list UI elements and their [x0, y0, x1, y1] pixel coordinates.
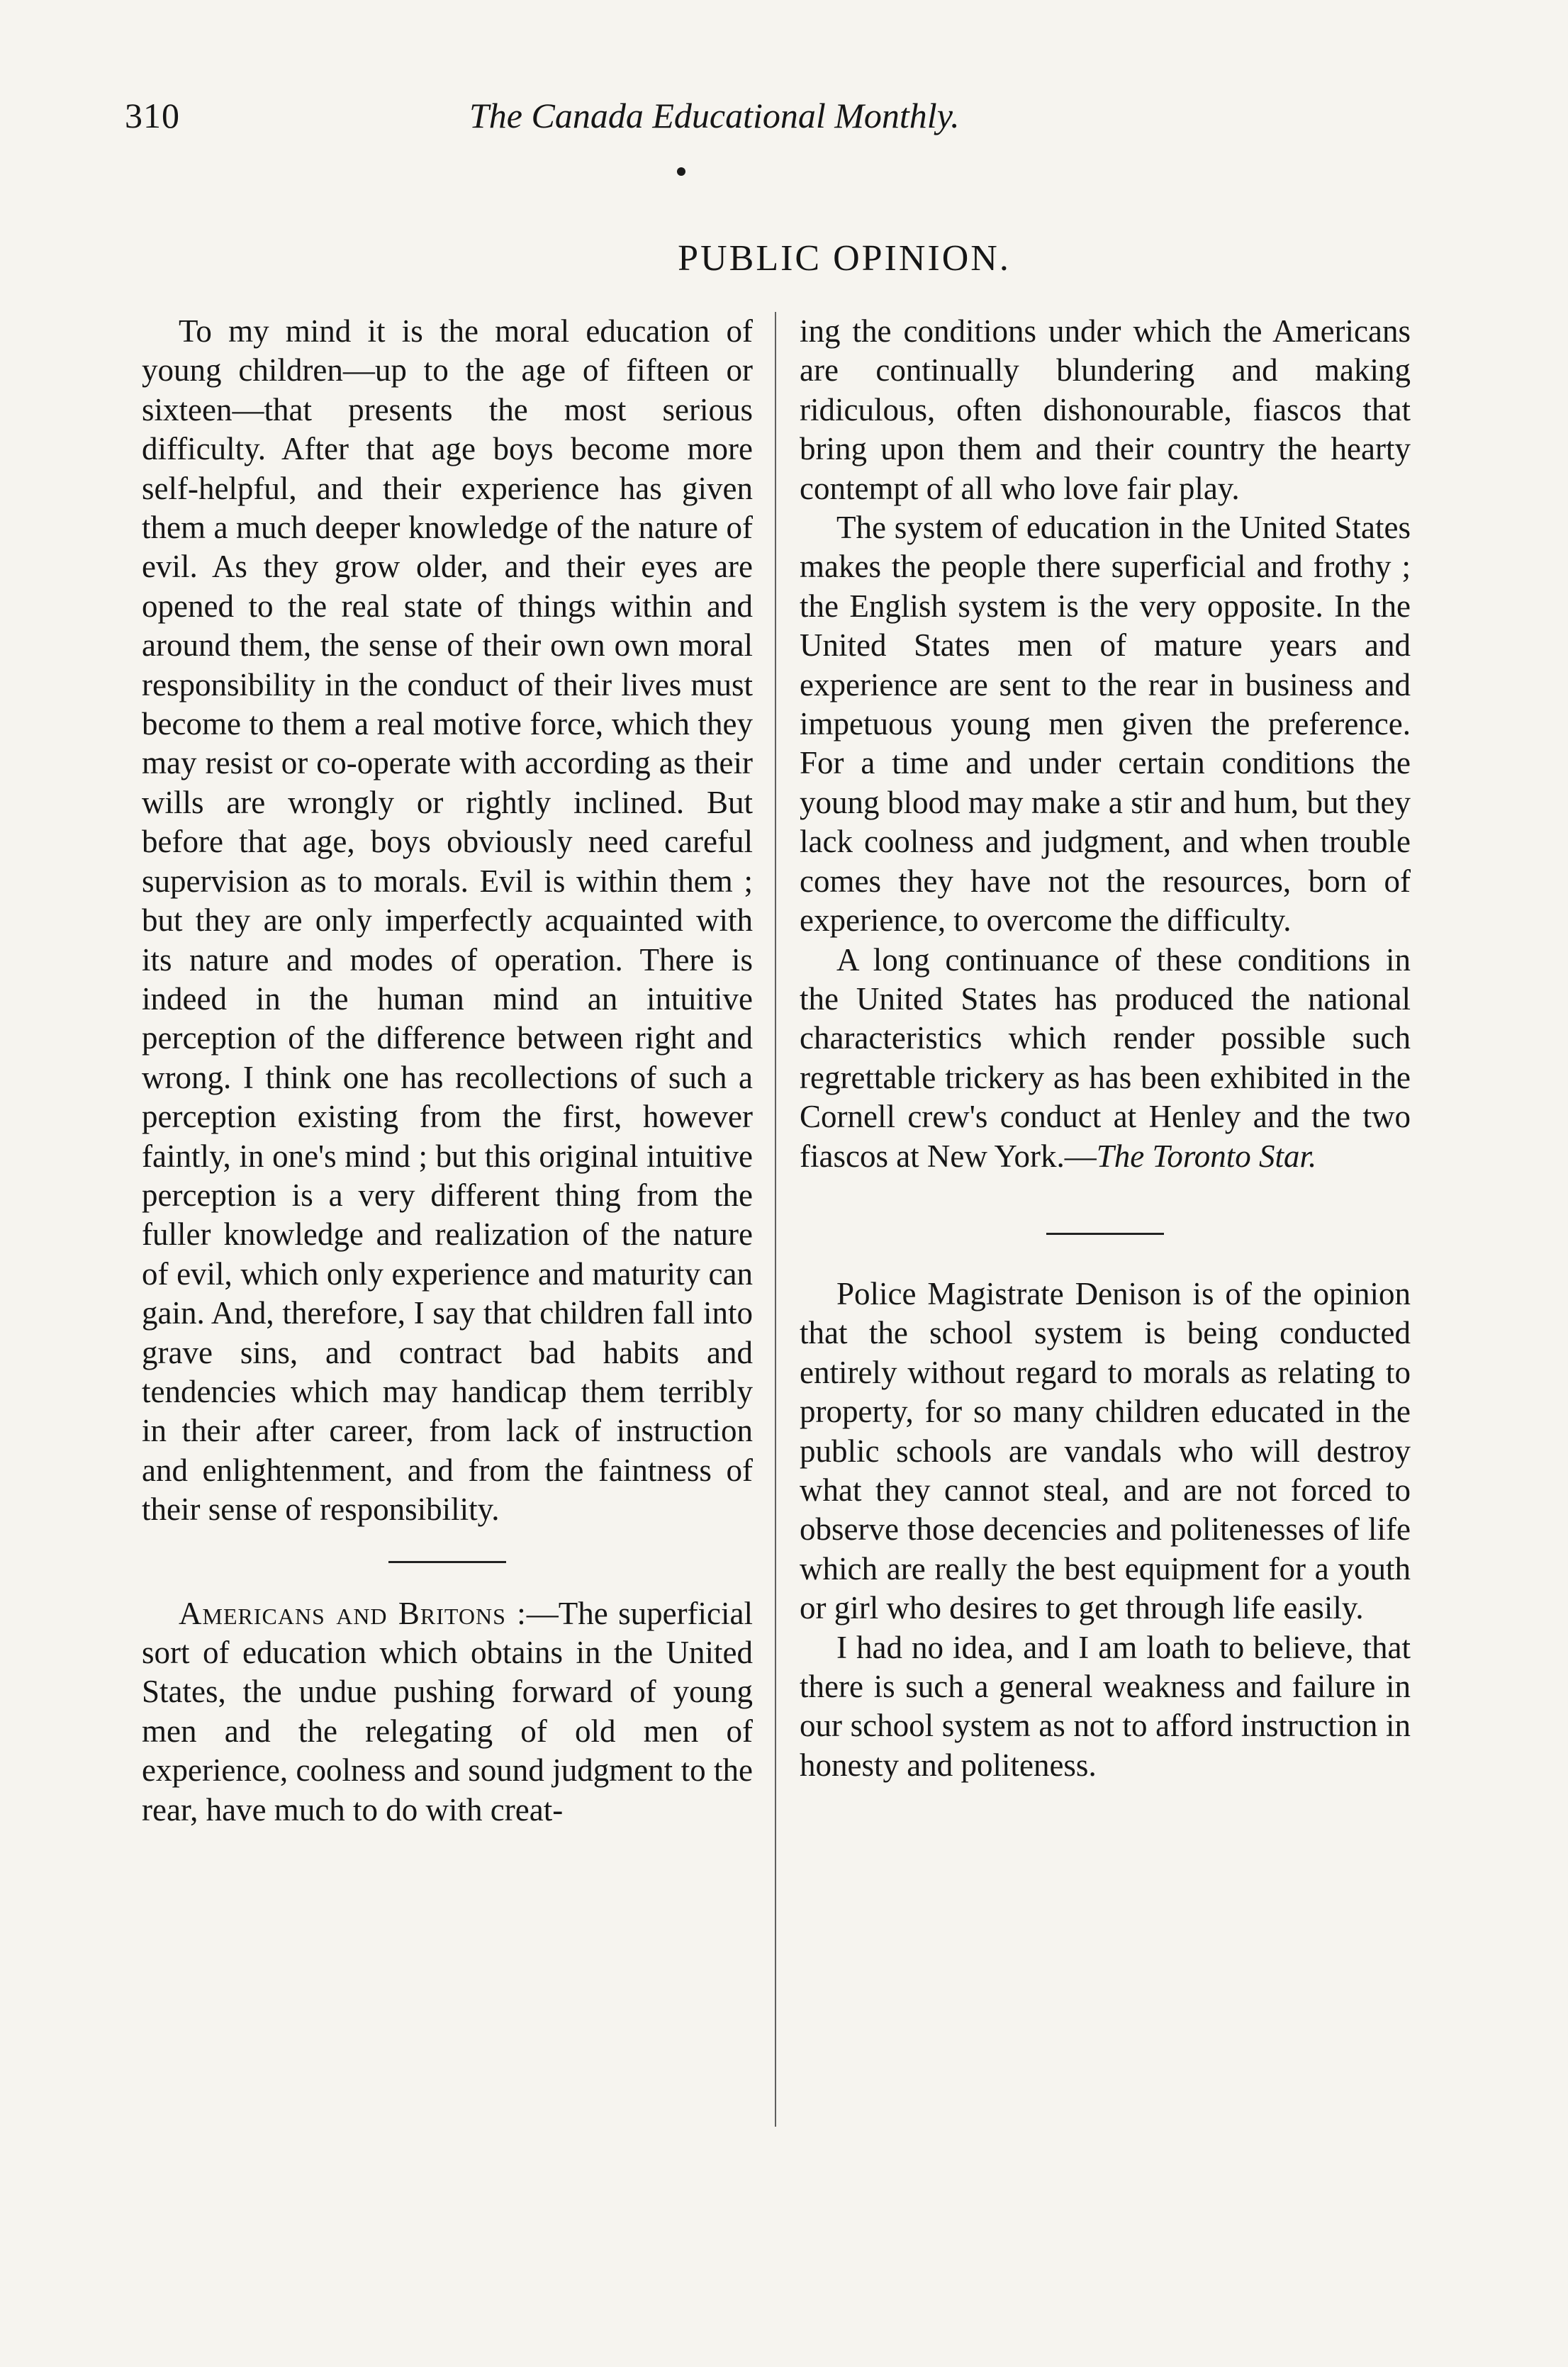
ornament-dot [677, 167, 685, 176]
paragraph-no-idea: I had no idea, and I am loath to believe, that there is such a general weakness and failure in our school system as not to afford instruction in honesty and politeness. [800, 1629, 1411, 1783]
section-title: PUBLIC OPINION. [678, 238, 1011, 279]
right-column [800, 312, 1411, 1785]
running-head [125, 91, 1124, 140]
paragraph-moral-education: To my mind it is the moral education of young children—up to the age of fifteen or sixteen—that presents the most serious difficulty. After that age boys become more self-helpful, and their experience has given them a much deeper knowledge of the nature of evil. As they grow older, and their eyes are opened to the real state of things within and around them, the sense of their own own moral responsibility in the conduct of their lives must become to them a real motive force, which they may resist or co-operate with according as their wills are wrongly or rightly inclined. But before that age, boys obviously need careful supervision as to morals. Evil is within them ; but they are only imperfectly acquainted with its nature and modes of operation. There is indeed in the human mind an intuitive perception of the difference between right and wrong. I think one has recollections of such a perception existing from the first, however faintly, in one's mind ; but this original intuitive perception is a very different thing from the fuller knowledge and realization of the nature of evil, which only experience and maturity can gain. And, therefore, I say that children fall into grave sins, and contract bad habits and tendencies which may handicap them terribly in their after career, from lack of instruction and enlightenment, and from the faintness of their sense of responsibility. [142, 313, 753, 1528]
paragraph-long-continuance [800, 941, 1411, 1176]
section-rule [388, 1561, 506, 1563]
paragraph-police-magistrate: Police Magistrate Denison is of the opinion that the school system is being conducted entirely without regard to morals as relating to property, for so many children educated in the public schools are vandals who will destroy what they cannot steal, and are not forced to observe those decencies and politenesses of life which are really the best equipment for a youth or girl who desires to get through life easily. [800, 1275, 1411, 1626]
paragraph-body: A long continuance of these conditions in the United States has produced the national characteristics which render possible such regrettable trickery as has been exhibited in the Cornell crew's conduct at Henley and the two fiascos at New York.— [800, 941, 1411, 1174]
left-column [142, 312, 753, 1830]
journal-title: The Canada Educational Monthly. [469, 96, 960, 135]
source-attribution: The Toronto Star. [1096, 1138, 1317, 1174]
paragraph-heading: Americans and Britons : [179, 1595, 527, 1631]
paragraph-body: —The superficial sort of education which obtains in the United States, the undue pushing forward of young men and the relegating of old men of experience, coolness and sound judgment to the rear, have much to do with creat- [142, 1595, 753, 1828]
paragraph-system-of-education: The system of education in the United States makes the people there superficial and frothy ; the English system is the very opposite. In the United States men of mature years and experience are sent to the rear in business and impetuous young men given the preference. For a time and under certain conditions the young blood may make a stir and hum, but they lack coolness and judgment, and when trouble comes they have not the resources, born of experience, to overcome the difficulty. [800, 510, 1411, 939]
page-number: 310 [125, 96, 180, 135]
column-divider [775, 312, 776, 2127]
paragraph-americans-britons [142, 1594, 753, 1830]
section-rule [1046, 1233, 1164, 1235]
paragraph-continuation: ing the conditions under which the Americans are continually blundering and making ridiculous, often dishonourable, fiascos that bring upon them and their country the hearty contempt of all who love fair play. [800, 313, 1411, 506]
